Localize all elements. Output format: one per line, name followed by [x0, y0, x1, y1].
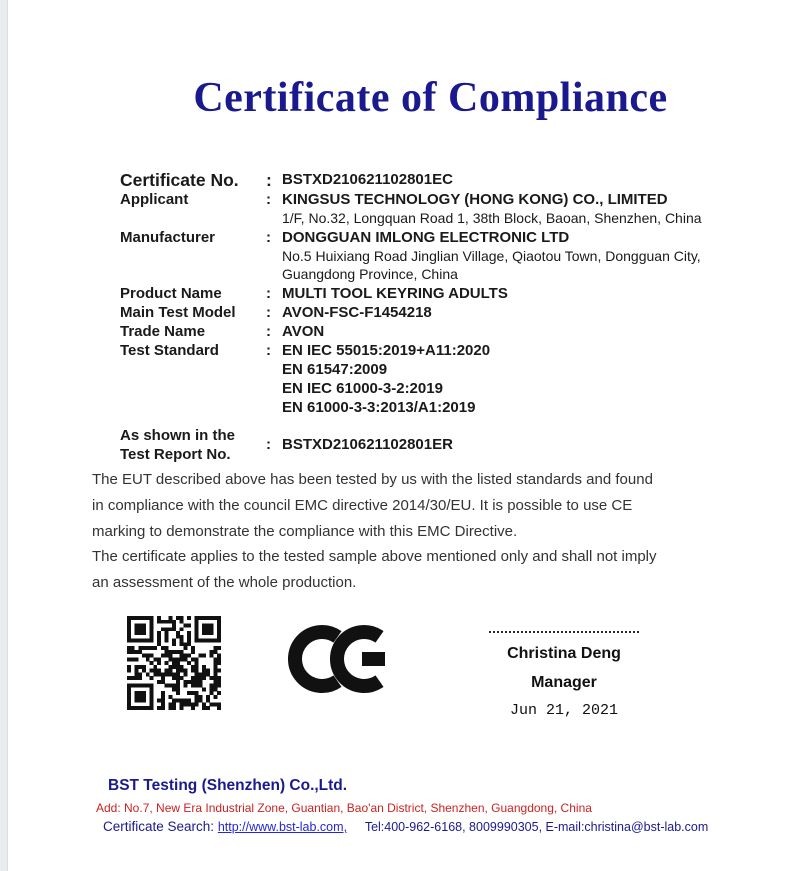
applicant-label: Applicant [120, 191, 189, 208]
footer-company-name: BST Testing (Shenzhen) Co.,Ltd. [108, 777, 348, 794]
test-report-no-label-line2: Test Report No. [120, 445, 231, 463]
manufacturer-name: DONGGUAN IMLONG ELECTRONIC LTD [282, 228, 570, 246]
product-name-value: MULTI TOOL KEYRING ADULTS [282, 284, 508, 302]
certificate-info-table [120, 170, 740, 464]
certificate-title: Certificate of Compliance [193, 75, 668, 121]
manufacturer-address-line1: No.5 Huixiang Road Jinglian Village, Qiaotou Town, Dongguan City, [282, 247, 701, 264]
colon: : [266, 341, 271, 359]
statement-line-2: in compliance with the council EMC directive 2014/30/EU. It is possible to use CE [92, 496, 633, 514]
qr-code [127, 616, 221, 710]
signature-dotted-line [489, 624, 639, 633]
row-applicant [120, 190, 740, 228]
main-test-model-label: Main Test Model [120, 303, 236, 321]
signer-role: Manager [531, 674, 597, 691]
applicant-address: 1/F, No.32, Longquan Road 1, 38th Block, Baoan, Shenzhen, China [282, 210, 702, 226]
test-standard-3: EN IEC 61000-3-2:2019 [282, 379, 443, 397]
row-trade-name [120, 322, 740, 341]
row-manufacturer [120, 228, 740, 284]
trade-name-value: AVON [282, 322, 325, 340]
ce-mark-icon [287, 621, 387, 697]
test-report-no-value: BSTXD210621102801ER [282, 436, 453, 454]
footer-search-line [103, 819, 795, 834]
applicant-name: KINGSUS TECHNOLOGY (HONG KONG) CO., LIMITED [282, 191, 668, 208]
row-main-test-model [120, 303, 740, 322]
statement-line-1: The EUT described above has been tested by us with the listed standards and found [92, 471, 653, 488]
signature-block [468, 624, 660, 719]
footer-address: Add: No.7, New Era Industrial Zone, Guantian, Bao'an District, Shenzhen, Guangdong, China [96, 801, 592, 815]
test-report-no-label-line1: As shown in the [120, 426, 236, 444]
test-standard-4: EN 61000-3-3:2013/A1:2019 [282, 398, 476, 416]
row-product-name [120, 284, 740, 303]
statement-line-5: an assessment of the whole production. [92, 574, 357, 592]
colon: : [266, 303, 271, 321]
colon: : [266, 436, 271, 454]
row-certificate-no [120, 170, 740, 190]
main-test-model-value: AVON-FSC-F1454218 [282, 303, 432, 321]
colon: : [266, 191, 271, 208]
link-suffix: , [343, 820, 348, 834]
test-standard-1: EN IEC 55015:2019+A11:2020 [282, 341, 491, 359]
certificate-search-link[interactable]: http://www.bst-lab.com [217, 820, 344, 834]
signer-name: Christina Deng [507, 645, 621, 662]
manufacturer-value [282, 228, 740, 284]
certificate-search-label: Certificate Search: [103, 819, 215, 834]
footer [7, 777, 795, 834]
test-standard-2: EN 61547:2009 [282, 360, 388, 378]
row-test-standard [120, 341, 740, 417]
statement-line-3: marking to demonstrate the compliance with this EMC Directive. [92, 522, 518, 540]
test-report-no-label [120, 426, 266, 464]
statement-line-4: The certificate applies to the tested sample above mentioned only and shall not imply [92, 548, 657, 566]
colon: : [266, 228, 271, 246]
certificate-no-value: BSTXD210621102801EC [282, 171, 453, 188]
colon: : [266, 170, 272, 190]
applicant-value [282, 190, 740, 228]
page-edge-strip [0, 0, 8, 871]
test-standard-label: Test Standard [120, 341, 219, 359]
colon: : [266, 284, 271, 302]
test-standard-list [282, 341, 740, 417]
manufacturer-address-line2: Guangdong Province, China [282, 266, 458, 283]
product-name-label: Product Name [120, 284, 222, 302]
row-test-report-no [120, 426, 740, 464]
compliance-statement [92, 467, 752, 596]
footer-contact-info: Tel:400-962-6168, 8009990305, E-mail:christina@bst-lab.com [364, 820, 709, 834]
trade-name-label: Trade Name [120, 322, 206, 340]
manufacturer-label: Manufacturer [120, 228, 216, 246]
signature-date: Jun 21, 2021 [509, 702, 619, 719]
certificate-no-label: Certificate No. [120, 170, 239, 190]
colon: : [266, 322, 271, 340]
